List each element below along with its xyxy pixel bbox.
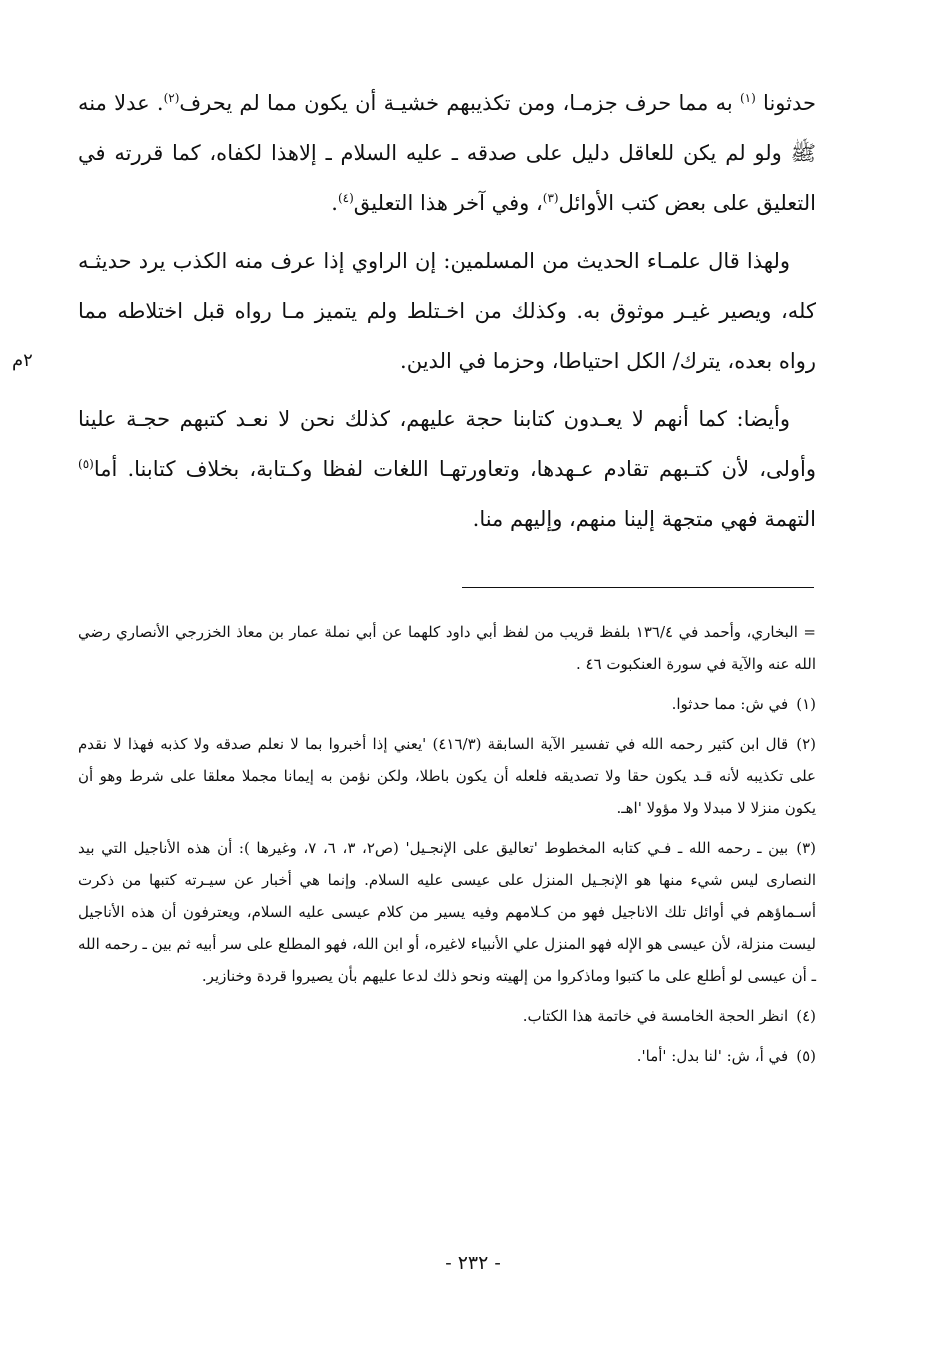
- text-span: به مما حرف جزمـا، ومن تكذيبهم خشيـة أن يكون مما لم يحرف: [179, 91, 740, 115]
- text-span: حدثونا: [755, 91, 816, 115]
- footnote-number: (١): [796, 695, 816, 713]
- manuscript-page-marker: ٢م: [12, 350, 33, 371]
- footnote-separator: [462, 587, 814, 588]
- text-span: التهمة فهي متجهة إلينا منهم، وإليهم منا.: [472, 507, 816, 531]
- footnotes: [78, 616, 816, 1080]
- footnote-number: (٤): [796, 1007, 816, 1025]
- footnote-text: بين ـ رحمه الله ـ فـي كتابه المخطوط 'تعاليق على الإنجـيل' (ص٢، ٣، ٦، ٧، وغيرها ): أن هذه الأناجيل التي بيد النصارى ليس شيء منها هو الإنجـيل المنزل على عيسى عليه السلام. وإنما هي أخبار عن سيـرته كتبها من ذكرت أسـماؤهم في أوائل تلك الاناجيل فهو من كـلامهم وفيه يسير من كلام عيسى عليه السلام، ويعترفون أن هذه الأناجيل ليست منزلة، لأن عيسى هو الإله فهو المنزل علي الأنبياء لاغيره، أو ابن الله، فهو المطلع على سر أبيه ثم بين ـ رحمه الله ـ أن عيسى لو أطلع على ما كتبوا وماذكروا من إلهيته ونحو ذلك لدعا عليهم بأن يصيروا قردة وخنازير.: [77, 839, 816, 985]
- footnote-ref-2: (٢): [163, 91, 180, 105]
- paragraph-3: [78, 394, 816, 544]
- footnote-text: في ش: مما حدثوا.: [671, 695, 789, 713]
- footnote-ref-5: (٥): [78, 457, 94, 471]
- footnote-ref-4: (٤): [337, 191, 354, 205]
- footnote-4: [78, 1000, 816, 1032]
- paragraph-1: [78, 78, 816, 228]
- footnote-1: [78, 688, 816, 720]
- footnote-ref-1: (١): [739, 91, 756, 105]
- footnote-text: في أ، ش: 'لنا بدل: 'أما'.: [636, 1047, 789, 1065]
- footnote-text: قال ابن كثير رحمه الله في تفسير الآية السابقة (٤١٦/٣) 'يعني إذا أخبروا بما لا نعلم صدقه ولا كذبه فهذا لا نقدم على تكذيبه لأنه قـد يكون حقا ولا تصديقه فلعله أن يكون باطلا، ولكن نؤمن به إيمانا مجملا معلقا على شرط وهو أن يكون منزلا لا مبدلا ولا مؤولا 'اهـ.: [78, 735, 816, 817]
- main-text: [78, 78, 816, 552]
- footnote-number: (٢): [796, 735, 817, 753]
- footnote-ref-3: (٣): [542, 191, 559, 205]
- text-span: .: [331, 191, 338, 215]
- footnote-number: (٣): [796, 839, 817, 857]
- footnote-3: [78, 832, 816, 992]
- text-span: وأيضا: كما أنهم لا يعـدون كتابنا حجة عليهم، كذلك نحن لا نعـد كتبهم حجـة علينا وأولى، لأن كتـبهم تقادم عـهدها، وتعاورتهـا اللغات لفظا وكـتابة، بخلاف كتابنا. أما: [78, 407, 816, 481]
- paragraph-2: ولهذا قال علمـاء الحديث من المسلمين: إن الراوي إذا عرف منه الكذب يرد حديثـه كله، ويصير غيـر موثوق به. وكذلك من اخـتلط ولم يتميز مـا رواه قبل اختلاطه مما رواه بعده، يترك/ الكل احتياطا، وحزما في الدين.: [78, 249, 816, 373]
- footnote-number: (٥): [796, 1047, 816, 1065]
- text-span: . عدلا منه ﷺ ولو لم يكن للعاقل دليل على صدقه ـ عليه السلام ـ إلاهذا لكفاه، كما قررته في التعليق على بعض كتب الأوائل: [78, 91, 816, 215]
- page-number: - ٢٣٢ -: [445, 1252, 501, 1274]
- footnote-text: انظر الحجة الخامسة في خاتمة هذا الكتاب.: [522, 1007, 789, 1025]
- footnote-5: [78, 1040, 816, 1072]
- footnote-continuation: = البخاري، وأحمد في ١٣٦/٤ بلفظ قريب من لفظ أبي داود كلهما عن أبي نملة عمار بن معاذ الخزرجي الأنصاري رضي الله عنه والآية في سورة العنكبوت ٤٦ .: [78, 623, 816, 673]
- footnote-2: [78, 728, 816, 824]
- text-span: ، وفي آخر هذا التعليق: [353, 191, 543, 215]
